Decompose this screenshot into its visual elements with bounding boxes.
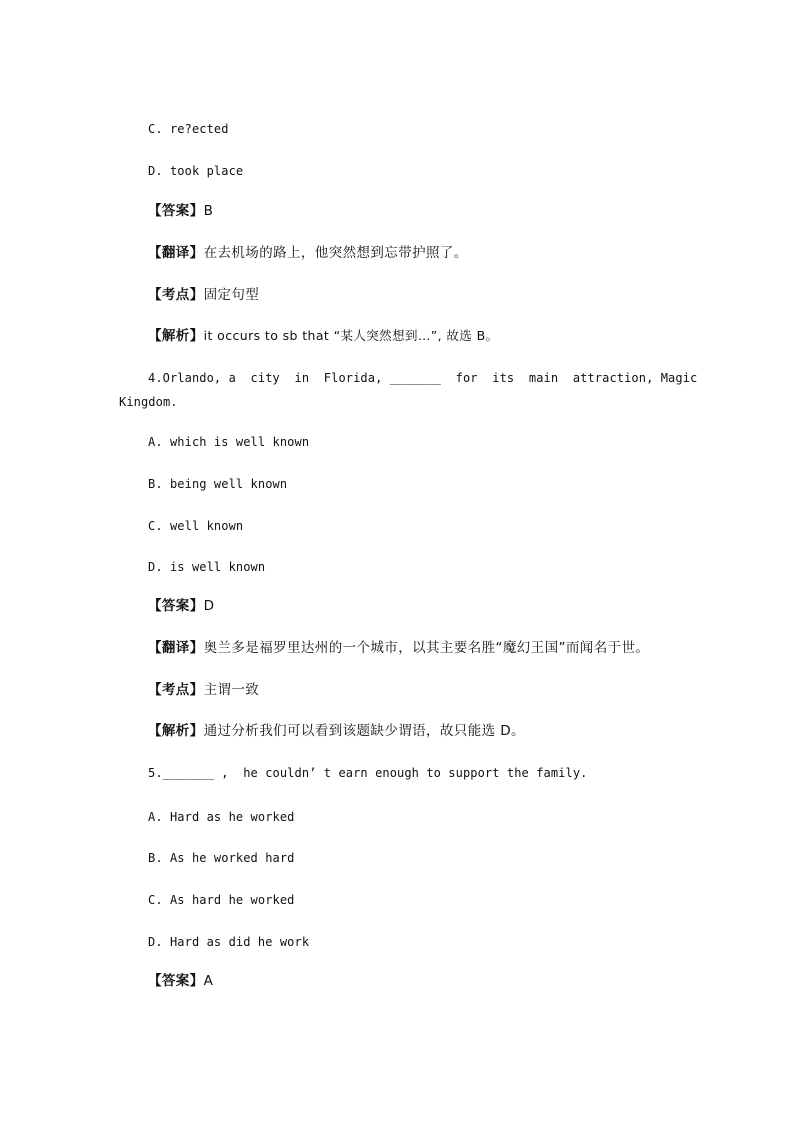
q5-option-d: D. Hard as did he work xyxy=(148,935,310,949)
point-tag: 【考点】 xyxy=(148,682,204,698)
point-text: 主谓一致 xyxy=(203,682,260,698)
analysis-tag: 【解析】 xyxy=(148,328,204,344)
q4-stem-line1: 4.Orlando, a city in Florida, _______ for its main attraction, Magic xyxy=(148,371,698,385)
answer-value: A xyxy=(203,973,214,989)
q3-point xyxy=(148,286,259,304)
translation-text: 奥兰多是福罗里达州的一个城市，以其主要名胜“魔幻王国”而闻名于世。 xyxy=(203,640,650,656)
q5-answer xyxy=(148,972,213,990)
q4-stem-line2: Kingdom. xyxy=(119,395,178,409)
q5-option-a: A. Hard as he worked xyxy=(148,810,295,824)
point-text: 固定句型 xyxy=(203,287,260,303)
translation-tag: 【翻译】 xyxy=(148,640,204,656)
q5-stem: 5._______ , he couldn’ t earn enough to support the family. xyxy=(148,766,588,780)
answer-value: B xyxy=(203,203,214,219)
q4-option-d: D. is well known xyxy=(148,560,266,574)
q5-option-b: B. As he worked hard xyxy=(148,851,295,865)
q4-option-a: A. which is well known xyxy=(148,435,310,449)
q4-translation xyxy=(148,639,649,657)
q4-analysis xyxy=(148,722,525,740)
q3-translation xyxy=(148,244,468,262)
q3-option-d: D. took place xyxy=(148,164,244,178)
answer-tag: 【答案】 xyxy=(148,598,204,614)
q4-option-b: B. being well known xyxy=(148,477,288,491)
point-tag: 【考点】 xyxy=(148,287,204,303)
q5-option-c: C. As hard he worked xyxy=(148,893,295,907)
translation-text: 在去机场的路上，他突然想到忘带护照了。 xyxy=(203,245,468,261)
answer-tag: 【答案】 xyxy=(148,973,204,989)
q4-answer xyxy=(148,597,214,615)
translation-tag: 【翻译】 xyxy=(148,245,204,261)
answer-tag: 【答案】 xyxy=(148,203,204,219)
analysis-tag: 【解析】 xyxy=(148,723,204,739)
analysis-text: it occurs to sb that “某人突然想到…”, 故选 B。 xyxy=(203,328,499,343)
q3-analysis xyxy=(148,327,498,345)
q3-option-c: C. re?ected xyxy=(148,122,229,136)
q3-answer xyxy=(148,202,213,220)
analysis-text: 通过分析我们可以看到该题缺少谓语，故只能选 D。 xyxy=(203,723,525,739)
answer-value: D xyxy=(203,598,215,614)
q4-point xyxy=(148,681,259,699)
q4-option-c: C. well known xyxy=(148,519,244,533)
